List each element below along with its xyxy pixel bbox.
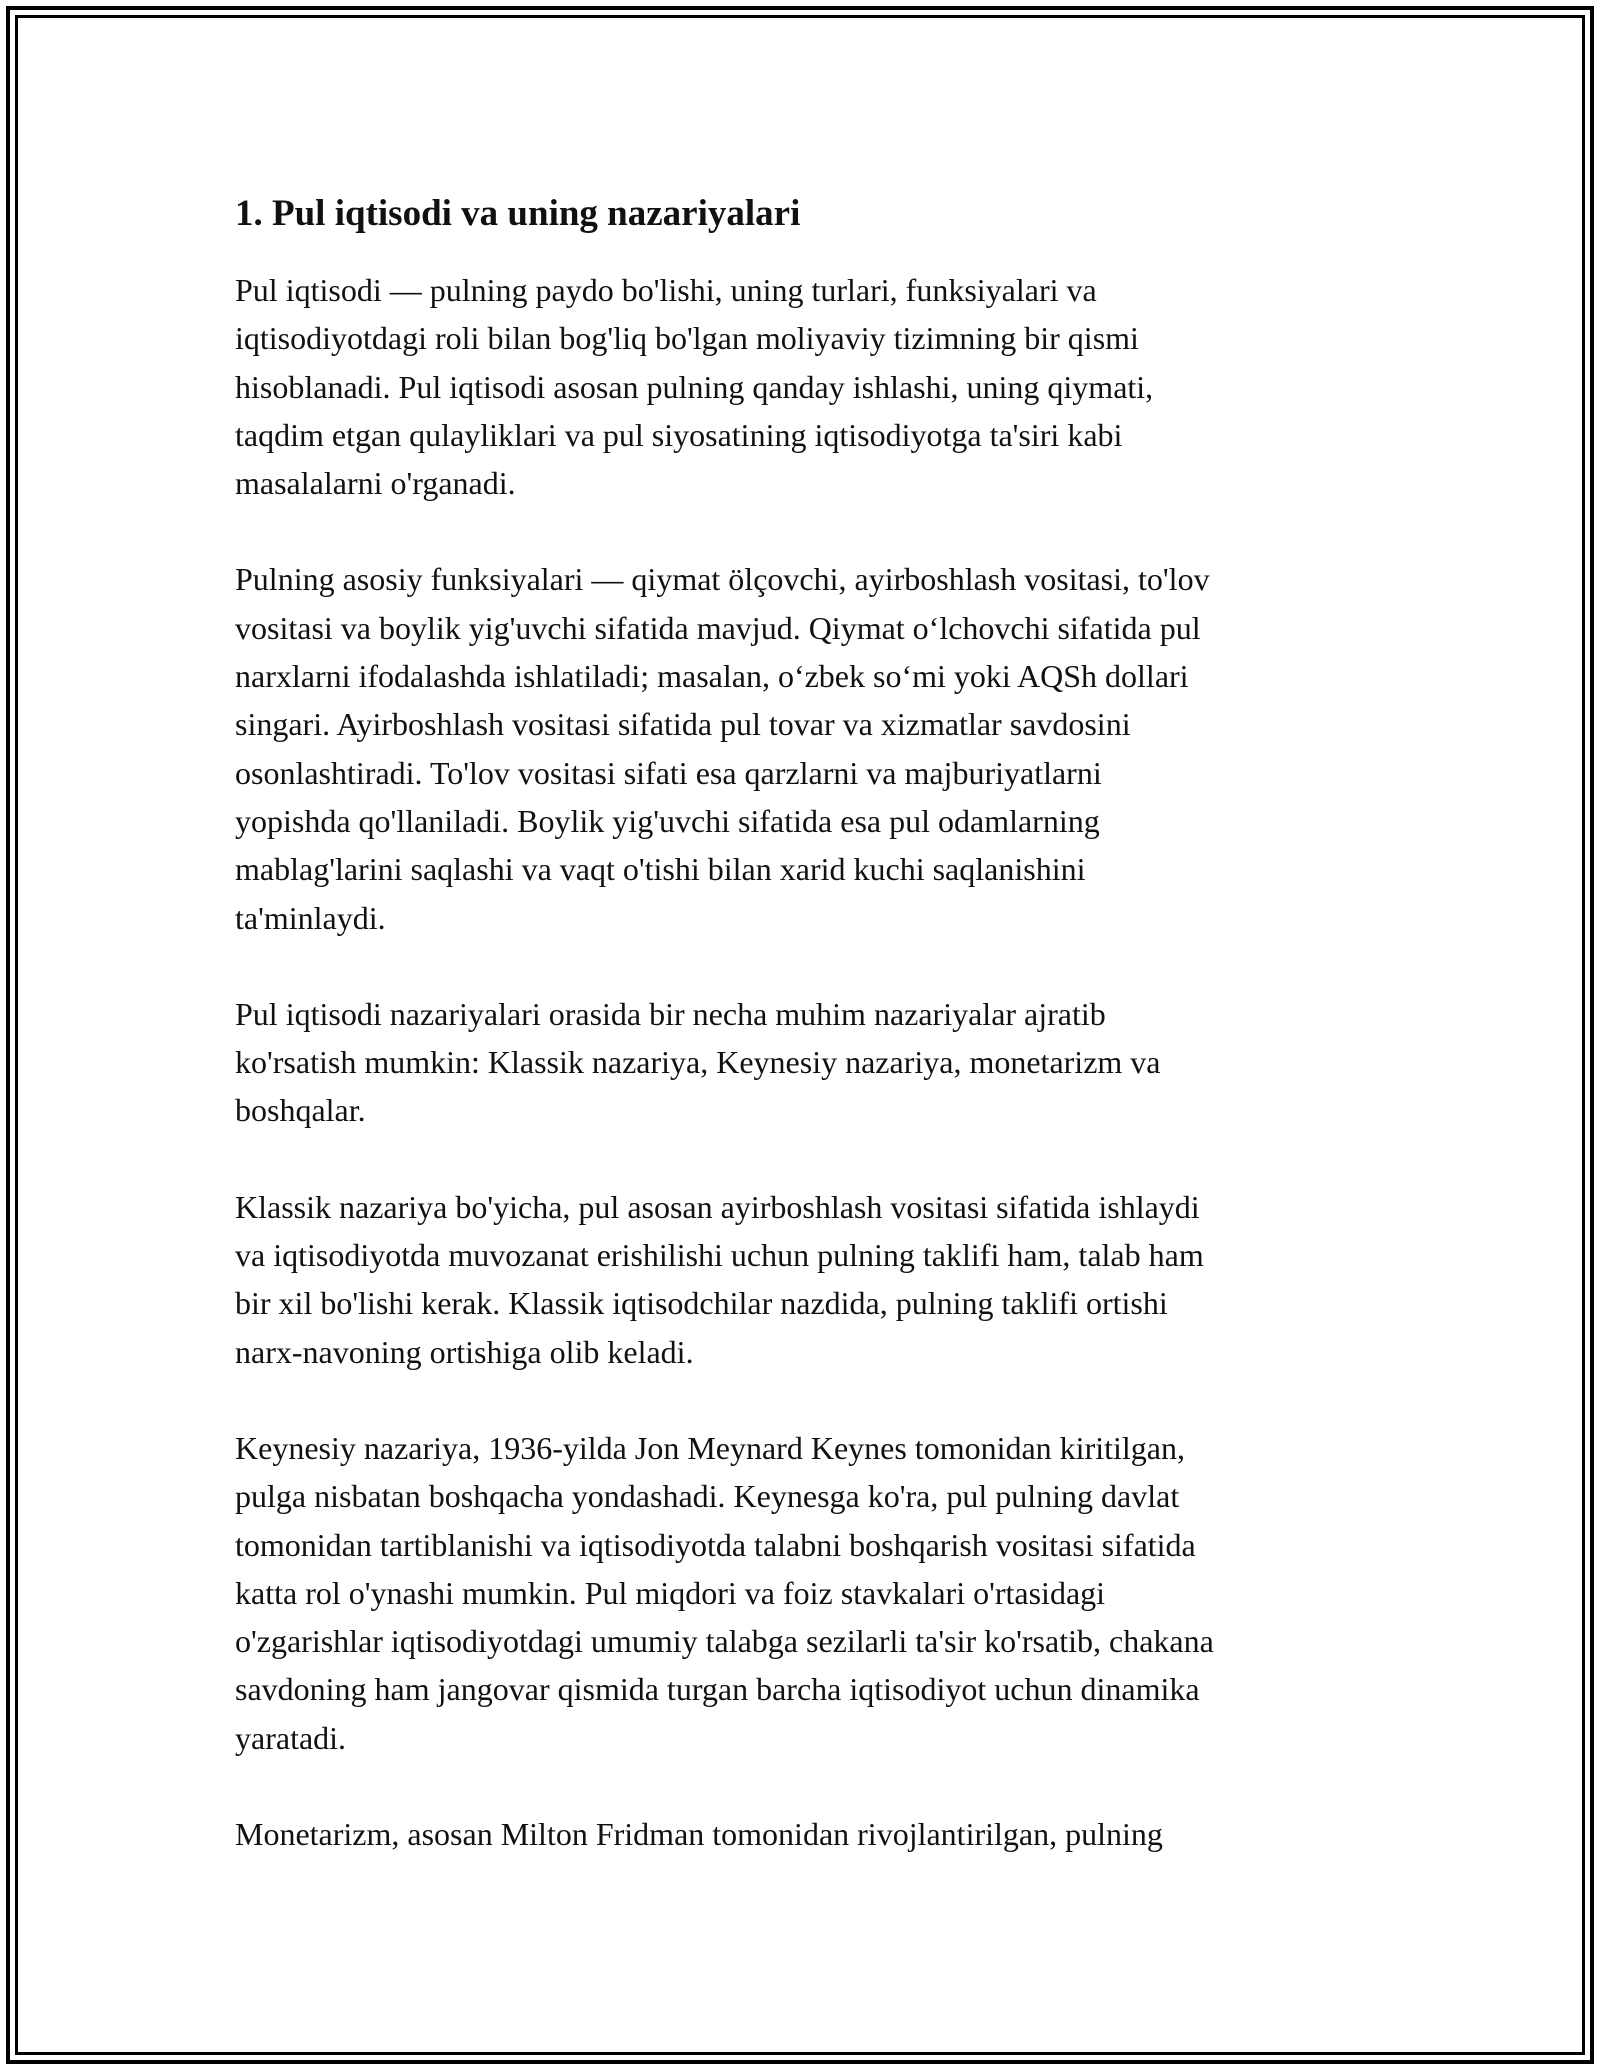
section-title: 1. Pul iqtisodi va uning nazariyalari <box>235 193 801 234</box>
document-body <box>235 190 1375 1906</box>
paragraph-monetarism: Monetarizm, asosan Milton Fridman tomonidan rivojlantirilgan, pulning <box>235 1816 1163 1853</box>
paragraph-classical-theory: Klassik nazariya bo'yicha, pul asosan ayirboshlash vositasi sifatida ishlaydi va iqtisodiyotda muvozanat erishilishi uchun pulning taklifi ham, talab ham bir xil bo'lishi kerak. Klassik iqtisodchilar nazdida, pulning taklifi ortishi narx-navoning ortishiga olib keladi. <box>235 1188 1204 1370</box>
paragraph-keynesian-theory: Keynesiy nazariya, 1936-yilda Jon Meynard Keynes tomonidan kiritilgan, pulga nisbatan boshqacha yondashadi. Keynesga ko'ra, pul pulning davlat tomonidan tartiblanishi va iqtisodiyotda talabni boshqarish vositasi sifatida katta rol o'ynashi mumkin. Pul miqdori va foiz stavkalari o'rtasidagi o'zgarishlar iqtisodiyotdagi umumiy talabga sezilarli ta'sir ko'rsatib, chakana savdoning ham jangovar qismida turgan barcha iqtisodiyot uchun dinamika yaratadi. <box>235 1429 1214 1756</box>
paragraph-functions: Pulning asosiy funksiyalari — qiymat ölçovchi, ayirboshlash vositasi, to'lov vositasi va boylik yig'uvchi sifatida mavjud. Qiymat o‘lchovchi sifatida pul narxlarni ifodalashda ishlatiladi; masalan, o‘zbek so‘mi yoki AQSh dollari singari. Ayirboshlash vositasi sifatida pul tovar va xizmatlar savdosini osonlashtiradi. To'lov vositasi sifati esa qarzlarni va majburiyatlarni yopishda qo'llaniladi. Boylik yig'uvchi sifatida esa pul odamlarning mablag'larini saqlashi va vaqt o'tishi bilan xarid kuchi saqlanishini ta'minlaydi. <box>235 561 1210 936</box>
paragraph-intro: Pul iqtisodi — pulning paydo bo'lishi, uning turlari, funksiyalari va iqtisodiyotdagi roli bilan bog'liq bo'lgan moliyaviy tizimning bir qismi hisoblanadi. Pul iqtisodi asosan pulning qanday ishlashi, uning qiymati, taqdim etgan qulayliklari va pul siyosatining iqtisodiyotga ta'siri kabi masalalarni o'rganadi. <box>235 272 1154 502</box>
paragraph-theories-overview: Pul iqtisodi nazariyalari orasida bir necha muhim nazariyalar ajratib ko'rsatish mumkin: Klassik nazariya, Keynesiy nazariya, monetarizm va boshqalar. <box>235 995 1161 1129</box>
